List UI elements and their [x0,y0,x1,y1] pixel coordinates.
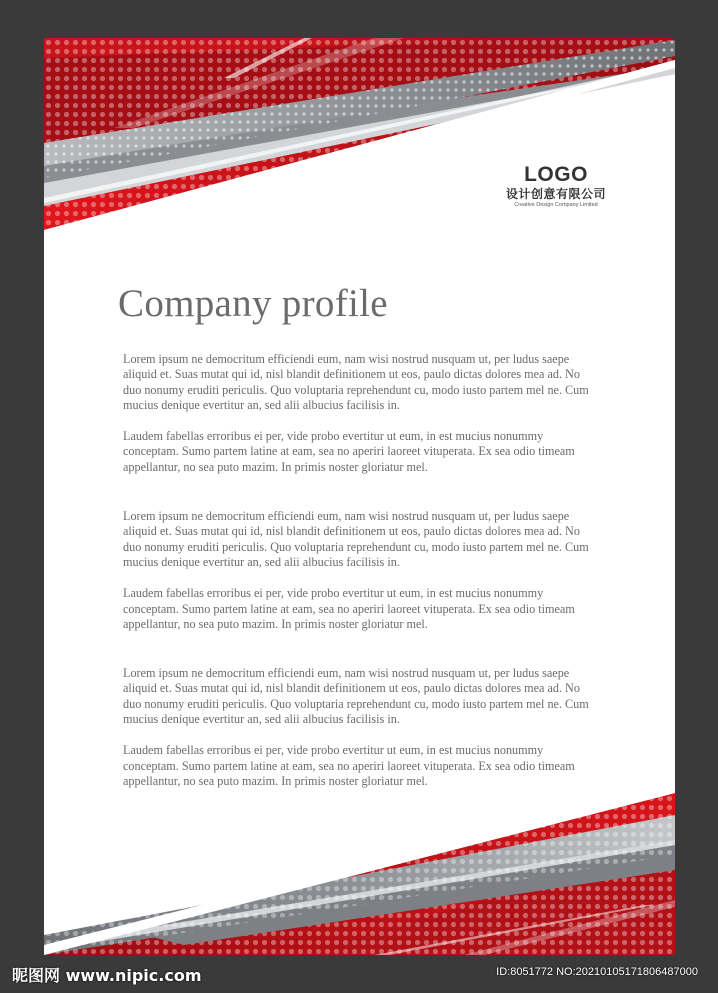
bottom-decoration [44,785,675,955]
logo-text: LOGO [524,163,588,186]
watermark-site: 昵图网 www.nipic.com [12,966,202,985]
paragraph: Lorem ipsum ne democritum efficiendi eum, nam wisi nostrud nusquam ut, per ludus saepe aliquid et. Suas mutat qui id, nisl blandit definitionem ut eos, paulo dictas dolores mea ad. No duo nonumy eruditi periculis. Quo voluptaria reprehendunt cu, modo iusto partem mel ne. Cum mucius denique evertitur an, sed alii albucius facilisis in. [123,509,589,569]
logo-english-name: Creative Design Company Limited [514,202,598,208]
logo-chinese-name: 设计创意有限公司 [505,187,606,201]
page-title: Company profile [118,282,388,325]
body-text [123,352,598,805]
text-section-1 [123,352,598,475]
watermark-id: ID:8051772 NO:20210105171806487000 [496,966,698,978]
paragraph: Laudem fabellas erroribus ei per, vide probo evertitur ut eum, in est mucius nonummy conceptam. Sumo partem latine at eam, sea no aperiri laoreet vituperata. Ex sea odio timeam appellantur, no sea puto mazim. In primis noster gloriatur mel. [123,743,575,788]
paragraph: Laudem fabellas erroribus ei per, vide probo evertitur ut eum, in est mucius nonummy conceptam. Sumo partem latine at eam, sea no aperiri laoreet vituperata. Ex sea odio timeam appellantur, no sea puto mazim. In primis noster gloriatur mel. [123,429,575,474]
letterhead-page [44,38,675,955]
company-logo [490,163,622,209]
paragraph: Lorem ipsum ne democritum efficiendi eum, nam wisi nostrud nusquam ut, per ludus saepe aliquid et. Suas mutat qui id, nisl blandit definitionem ut eos, paulo dictas dolores mea ad. No duo nonumy eruditi periculis. Quo voluptaria reprehendunt cu, modo iusto partem mel ne. Cum mucius denique evertitur an, sed alii albucius facilisis in. [123,352,589,412]
paragraph: Lorem ipsum ne democritum efficiendi eum, nam wisi nostrud nusquam ut, per ludus saepe aliquid et. Suas mutat qui id, nisl blandit definitionem ut eos, paulo dictas dolores mea ad. No duo nonumy eruditi periculis. Quo voluptaria reprehendunt cu, modo iusto partem mel ne. Cum mucius denique evertitur an, sed alii albucius facilisis in. [123,666,589,727]
text-section-3 [123,666,598,789]
paragraph: Laudem fabellas erroribus ei per, vide probo evertitur ut eum, in est mucius nonummy conceptam. Sumo partem latine at eam, sea no aperiri laoreet vituperata. Ex sea odio timeam appellantur, no sea puto mazim. In primis noster gloriatur mel. [123,586,575,631]
text-section-2 [123,509,598,632]
